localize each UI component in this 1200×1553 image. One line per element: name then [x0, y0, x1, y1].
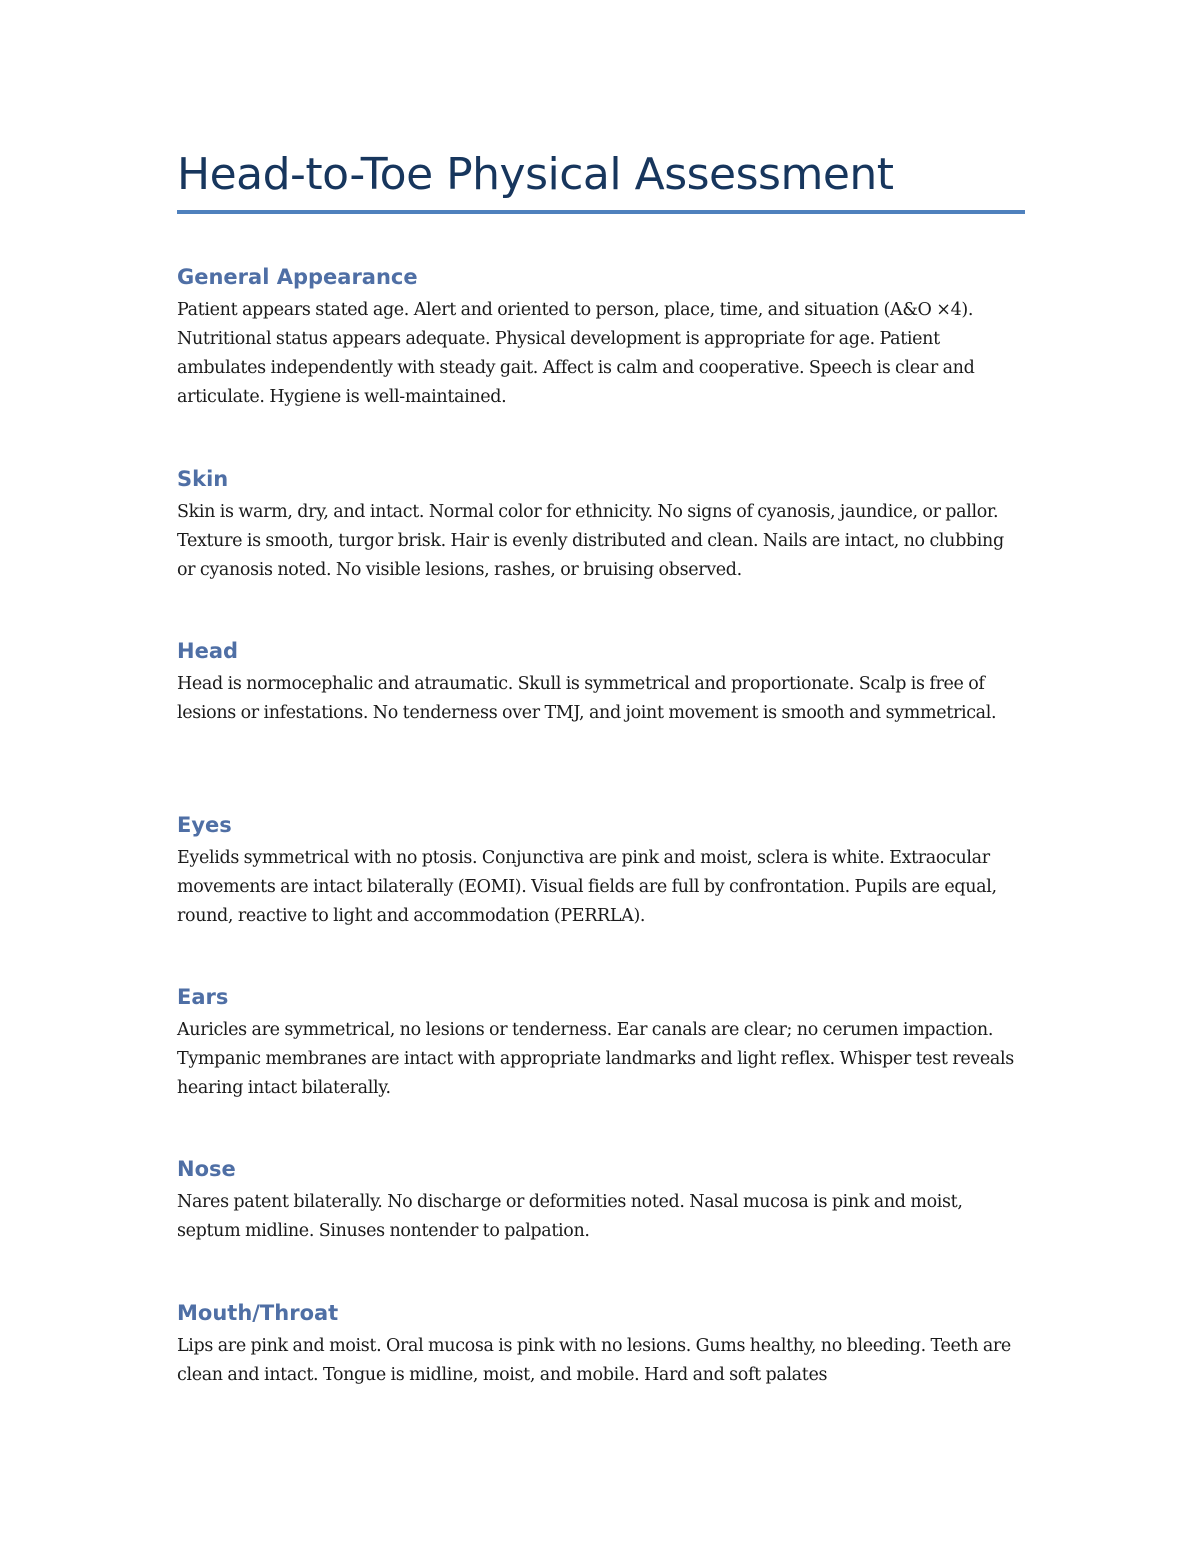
section-heading: Eyes [177, 813, 232, 837]
section-body: Patient appears stated age. Alert and oriented to person, place, time, and situation (A&O ×4). Nutritional status appears adequate. Physical development is appropriate for age. Patient ambulates independently with steady gait. Affect is calm and cooperative. Speech is clear and articulate. Hygiene is well-maintained. [177, 300, 975, 407]
section-heading: Head [177, 639, 239, 663]
section-heading: Ears [177, 985, 229, 1009]
section-heading: Skin [177, 467, 229, 491]
section-head [177, 636, 1025, 728]
document-content [177, 145, 1025, 214]
section-body: Eyelids symmetrical with no ptosis. Conjunctiva are pink and moist, sclera is white. Extraocular movements are intact bilaterally (EOMI). Visual fields are full by confrontation. Pupils are equal, round, reactive to light and accommodation (PERRLA). [177, 848, 997, 926]
section-general-appearance [177, 262, 1025, 412]
title-underline-rule [177, 210, 1025, 214]
section-body: Lips are pink and moist. Oral mucosa is pink with no lesions. Gums healthy, no bleeding. Teeth are clean and intact. Tongue is midline, moist, and mobile. Hard and soft palates [177, 1336, 1011, 1385]
section-skin [177, 464, 1025, 585]
section-body: Skin is warm, dry, and intact. Normal color for ethnicity. No signs of cyanosis, jaundice, or pallor. Texture is smooth, turgor brisk. Hair is evenly distributed and clean. Nails are intact, no clubbing or cyanosis noted. No visible lesions, rashes, or bruising observed. [177, 502, 1004, 580]
section-heading: General Appearance [177, 265, 418, 289]
section-nose [177, 1154, 1025, 1246]
document-title: Head-to-Toe Physical Assessment [177, 149, 894, 200]
section-eyes [177, 810, 1025, 931]
section-ears [177, 982, 1025, 1103]
section-heading: Mouth/Throat [177, 1301, 339, 1325]
section-mouth-throat [177, 1298, 1025, 1390]
section-body: Head is normocephalic and atraumatic. Skull is symmetrical and proportionate. Scalp is free of lesions or infestations. No tenderness over TMJ, and joint movement is smooth and symmetrical. [177, 674, 997, 723]
section-body: Nares patent bilaterally. No discharge or deformities noted. Nasal mucosa is pink and moist, septum midline. Sinuses nontender to palpation. [177, 1192, 963, 1241]
section-body: Auricles are symmetrical, no lesions or tenderness. Ear canals are clear; no cerumen impaction. Tympanic membranes are intact with appropriate landmarks and light reflex. Whisper test reveals hearing intact bilaterally. [177, 1020, 1014, 1098]
section-heading: Nose [177, 1157, 236, 1181]
